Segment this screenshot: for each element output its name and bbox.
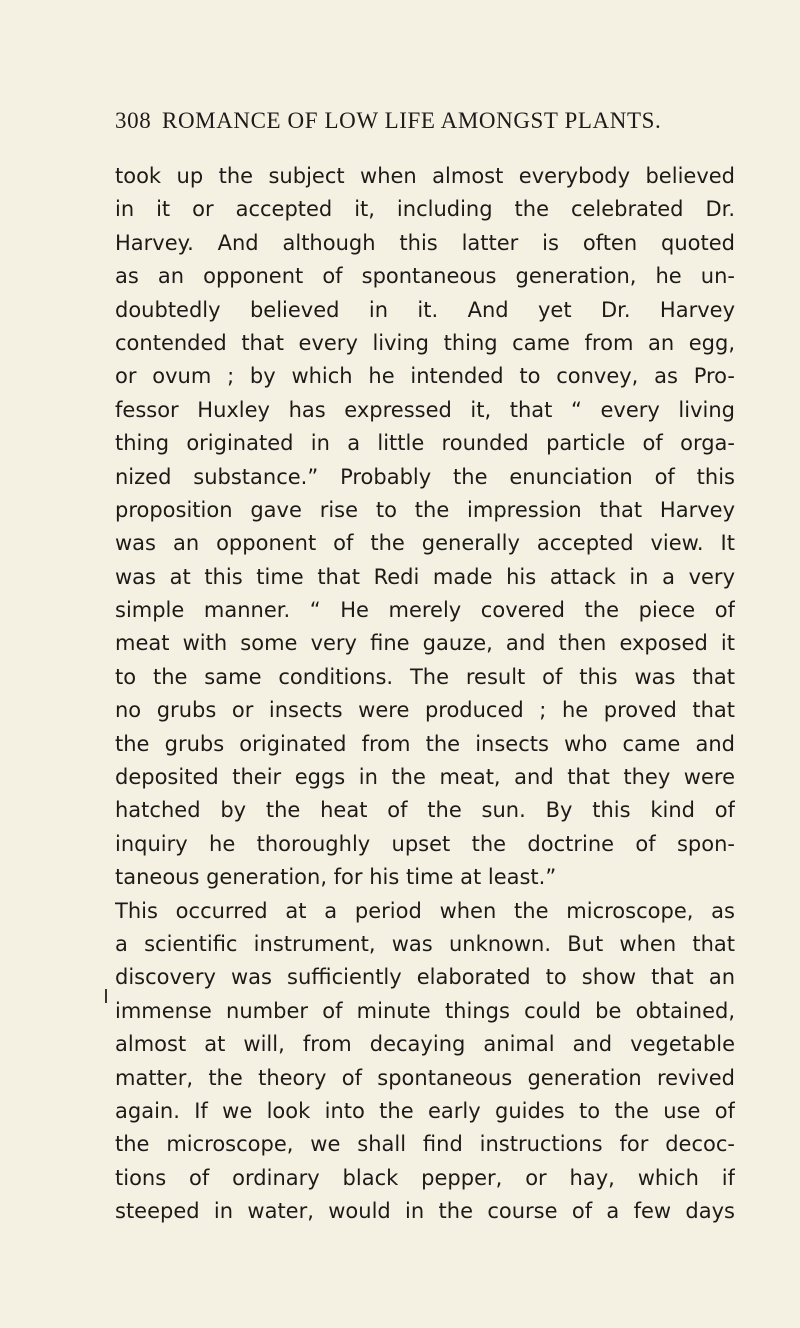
text-line: deposited their eggs in the meat, and that they were bbox=[115, 765, 735, 790]
text-line: meat with some very fine gauze, and then exposed it bbox=[115, 631, 735, 656]
text-line: Harvey. And although this latter is often quoted bbox=[115, 230, 735, 255]
text-line: the grubs originated from the insects who came and bbox=[115, 731, 735, 756]
text-line: nized substance.” Probably the enunciation of this bbox=[115, 464, 735, 489]
text-line: or ovum ; by which he intended to convey, as Pro- bbox=[115, 364, 735, 389]
text-line: simple manner. “ He merely covered the piece of bbox=[115, 598, 735, 623]
text-line: took up the subject when almost everybody believed bbox=[115, 164, 735, 188]
text-line: as an opponent of spontaneous generation, he un- bbox=[115, 264, 735, 289]
text-line: a scientific instrument, was unknown. But when that bbox=[115, 931, 735, 956]
body-text bbox=[115, 160, 735, 1229]
text-line: to the same conditions. The result of this was that bbox=[115, 664, 735, 689]
text-line: immense number of minute things could be obtained, bbox=[115, 998, 735, 1023]
text-line: discovery was sufficiently elaborated to show that an bbox=[115, 965, 735, 990]
page-number: 308 bbox=[115, 108, 152, 133]
text-line: matter, the theory of spontaneous generation revived bbox=[115, 1065, 735, 1090]
text-line: hatched by the heat of the sun. By this kind of bbox=[115, 798, 735, 823]
text-line: This occurred at a period when the microscope, as bbox=[115, 898, 735, 923]
text-line: proposition gave rise to the impression that Harvey bbox=[115, 497, 735, 522]
text-line: inquiry he thoroughly upset the doctrine of spon- bbox=[115, 831, 735, 856]
text-line: was at this time that Redi made his attack in a very bbox=[115, 564, 735, 589]
margin-mark bbox=[105, 989, 107, 1003]
text-line: no grubs or insects were produced ; he proved that bbox=[115, 698, 735, 723]
text-line: thing originated in a little rounded particle of orga- bbox=[115, 431, 735, 456]
text-line: fessor Huxley has expressed it, that “ every living bbox=[115, 397, 735, 422]
text-line: almost at will, from decaying animal and vegetable bbox=[115, 1032, 735, 1057]
page-header bbox=[115, 108, 735, 144]
text-line: in it or accepted it, including the celebrated Dr. bbox=[115, 197, 735, 222]
text-line: was an opponent of the generally accepted view. It bbox=[115, 531, 735, 556]
text-line: the microscope, we shall find instructions for decoc- bbox=[115, 1132, 735, 1157]
text-line: again. If we look into the early guides to the use of bbox=[115, 1098, 735, 1123]
text-line: tions of ordinary black pepper, or hay, which if bbox=[115, 1165, 735, 1190]
text-line: doubtedly believed in it. And yet Dr. Harvey bbox=[115, 297, 735, 322]
text-line: contended that every living thing came from an egg, bbox=[115, 330, 735, 355]
text-line: taneous generation, for his time at least.” bbox=[115, 865, 557, 890]
text-line: steeped in water, would in the course of a few days bbox=[115, 1199, 735, 1224]
running-title: ROMANCE OF LOW LIFE AMONGST PLANTS. bbox=[162, 108, 662, 133]
